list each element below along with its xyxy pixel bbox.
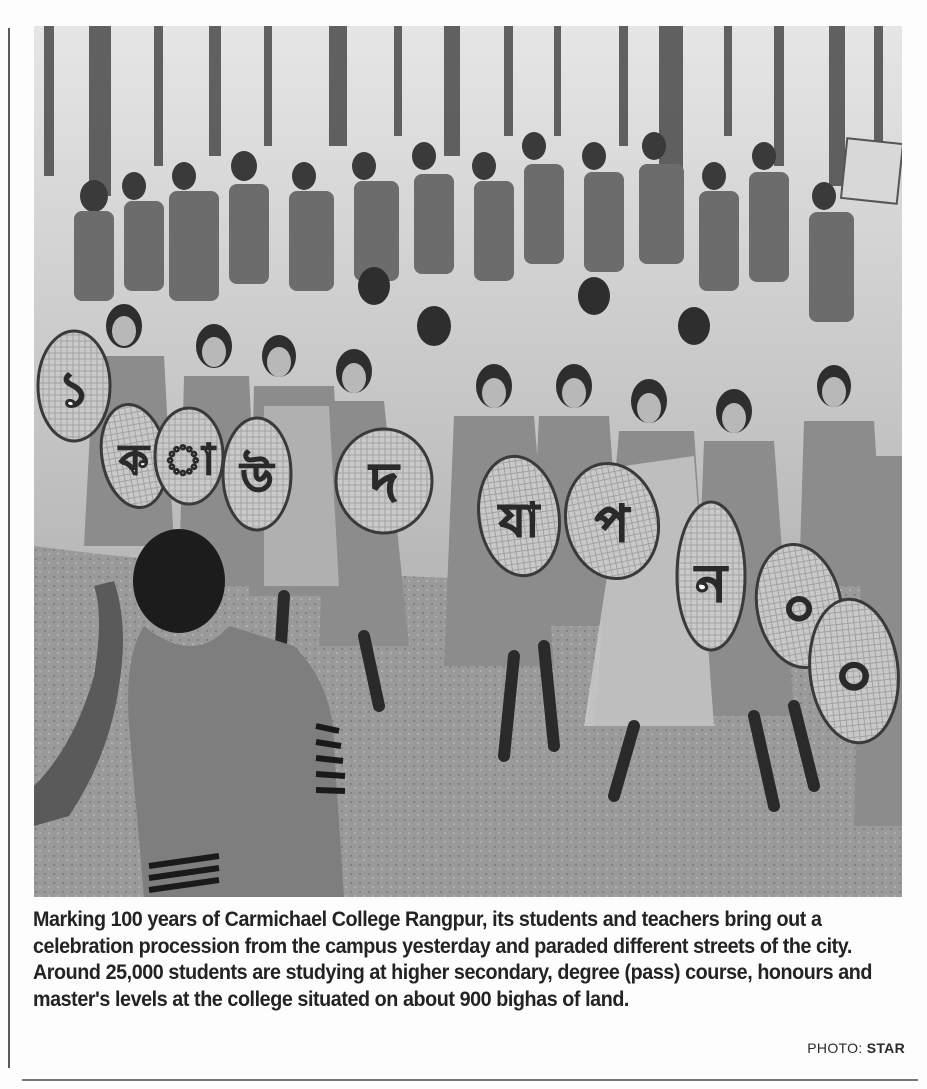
placard-5: দ — [369, 451, 399, 514]
column-rule — [8, 28, 10, 1068]
placard-6: যা — [499, 493, 539, 547]
credit-label: PHOTO: — [807, 1040, 863, 1056]
placard-9: ০ — [782, 579, 816, 639]
photo-credit — [807, 1040, 905, 1056]
placard-8: ন — [695, 554, 727, 614]
placard-3: া — [163, 435, 215, 484]
placard-1: ১ — [58, 362, 90, 418]
photo-caption: Marking 100 years of Carmichael College Rangpur, its students and teachers bring out a celebration procession from the campus yesterday and paraded different streets of the city. Around 25,000 students are studying at higher secondary, degree (pass) course, honours and master's levels at the college situated on about 900 bighas of land. — [33, 908, 873, 1011]
placard-2: ক — [119, 435, 149, 484]
credit-source: STAR — [866, 1040, 905, 1056]
bottom-rule — [22, 1079, 918, 1081]
procession-photo — [34, 26, 902, 897]
placard-10: ০ — [834, 641, 874, 711]
placard-7: প — [595, 495, 629, 553]
placard-4: উ — [240, 453, 274, 502]
